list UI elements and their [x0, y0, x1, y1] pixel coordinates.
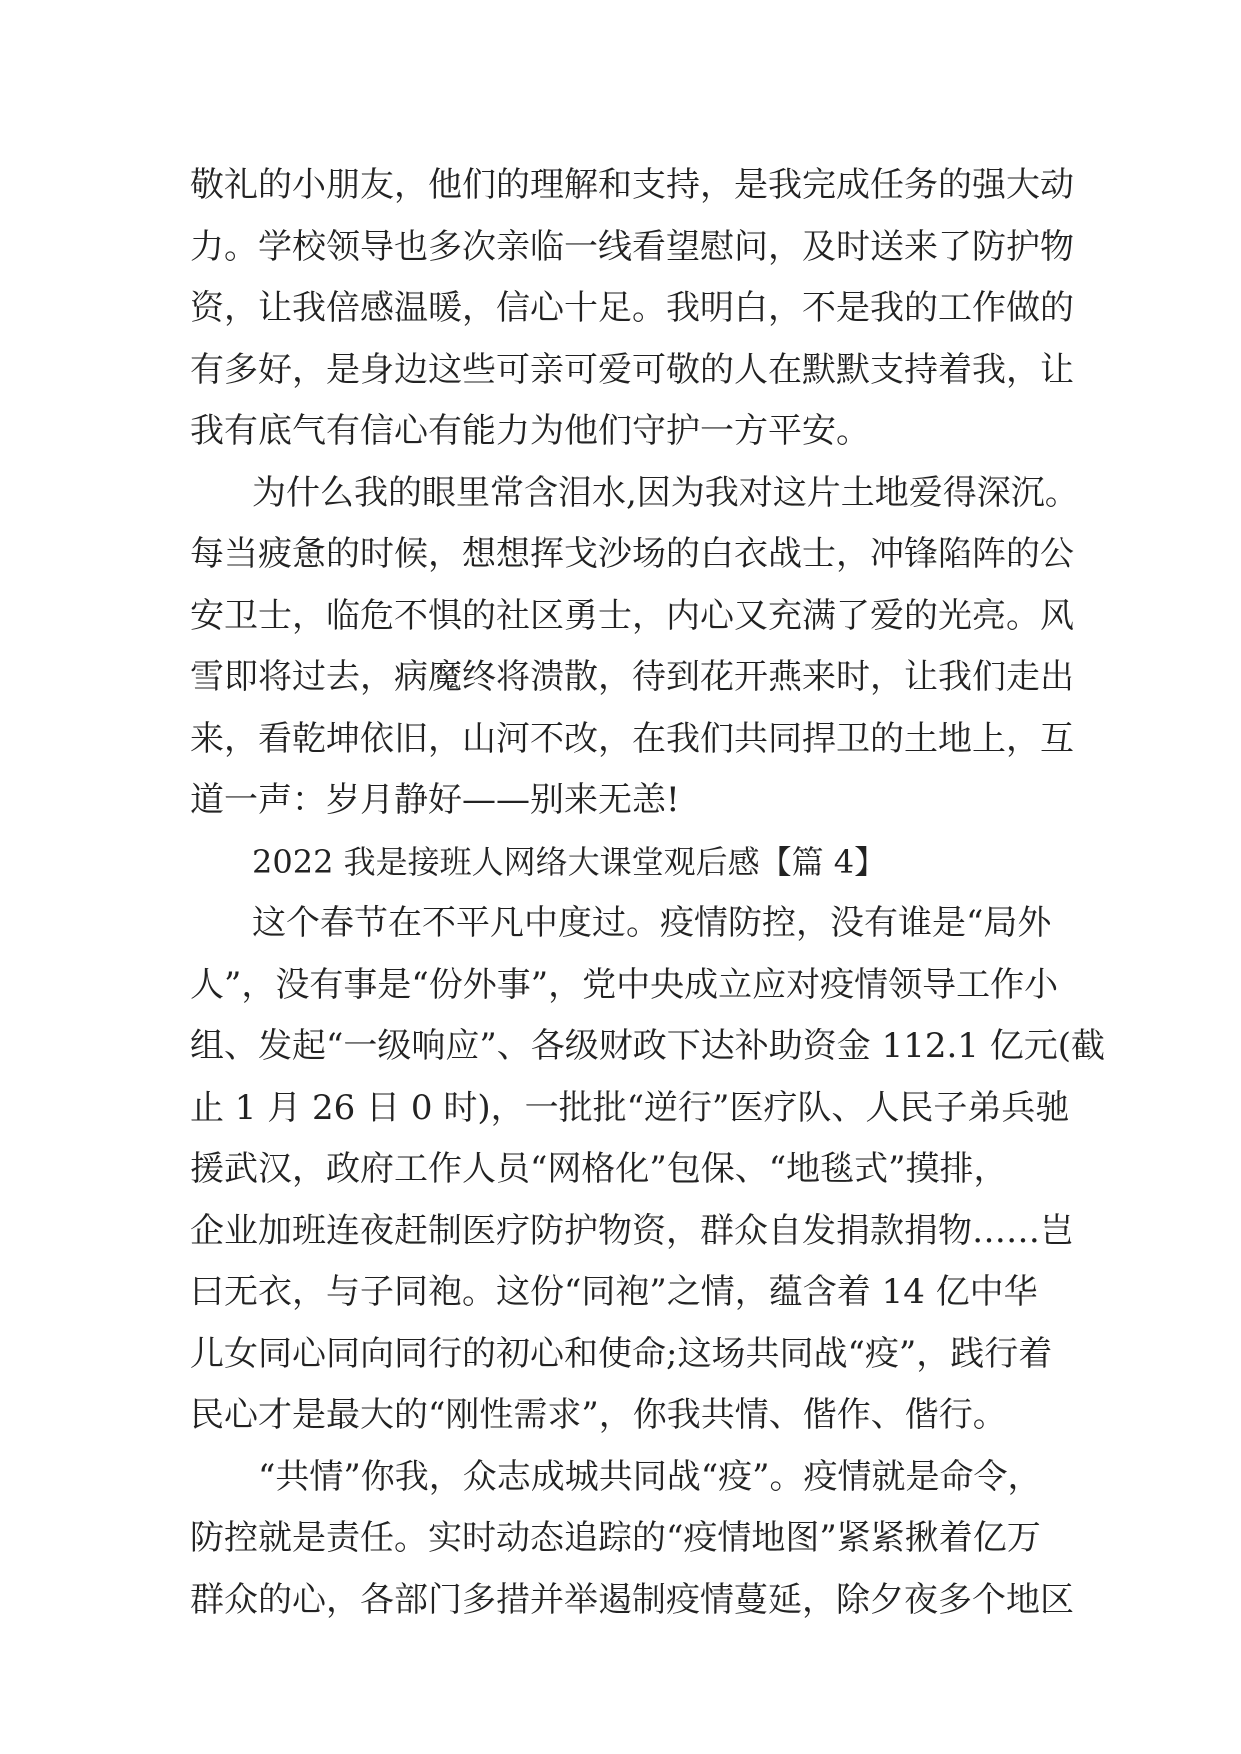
text-line: 人”，没有事是“份外事”，党中央成立应对疫情领导工作小	[190, 964, 1059, 1005]
text-line: 儿女同心同向同行的初心和使命;这场共同战“疫”，践行着	[190, 1333, 1053, 1374]
text-line: 我有底气有信心有能力为他们守护一方平安。	[190, 411, 870, 451]
paragraph-1	[190, 155, 1074, 463]
text-line: 民心才是最大的“刚性需求”，你我共情、偕作、偕行。	[190, 1395, 1007, 1435]
text-line: 力。学校领导也多次亲临一线看望慰问，及时送来了防护物	[190, 226, 1074, 267]
paragraph-2	[190, 463, 1079, 832]
text-line: 有多好，是身边这些可亲可爱可敬的人在默默支持着我，让	[190, 349, 1074, 390]
text-line: 每当疲惫的时候，想想挥戈沙场的白衣战士，冲锋陷阵的公	[190, 534, 1074, 574]
text-line: 组、发起“一级响应”、各级财政下达补助资金 112.1 亿元(截	[190, 1026, 1105, 1066]
text-line: 雪即将过去，病魔终将溃散，待到花开燕来时，让我们走出	[190, 657, 1074, 697]
paragraph-3	[190, 893, 1105, 1447]
paragraph-4	[190, 1447, 1074, 1632]
text-line: 援武汉，政府工作人员“网格化”包保、“地毯式”摸排，	[190, 1149, 1008, 1189]
text-line: 来，看乾坤依旧，山河不改，在我们共同捍卫的土地上，互	[190, 718, 1074, 759]
text-line: 防控就是责任。实时动态追踪的“疫情地图”紧紧揪着亿万	[190, 1518, 1041, 1558]
text-line: 敬礼的小朋友，他们的理解和支持，是我完成任务的强大动	[190, 165, 1074, 205]
section-heading	[190, 832, 1050, 894]
text-line: 安卫士，临危不惧的社区勇士，内心又充满了爱的光亮。风	[190, 595, 1074, 636]
text-line: 资，让我倍感温暖，信心十足。我明白，不是我的工作做的	[190, 288, 1074, 328]
text-line: 曰无衣，与子同袍。这份“同袍”之情，蕴含着 14 亿中华	[190, 1272, 1038, 1312]
text-line: 止 1 月 26 日 0 时)，一批批“逆行”医疗队、人民子弟兵驰	[190, 1087, 1070, 1128]
heading-text: 2022 我是接班人网络大课堂观后感【篇 4】	[252, 842, 887, 881]
text-line: 这个春节在不平凡中度过。疫情防控，没有谁是“局外	[252, 903, 1052, 943]
document-body	[190, 155, 1105, 1631]
text-line: 群众的心，各部门多措并举遏制疫情蔓延，除夕夜多个地区	[190, 1579, 1074, 1620]
text-line: 道一声：岁月静好——别来无恙!	[190, 780, 680, 820]
text-line: “共情”你我，众志成城共同战“疫”。疫情就是命令，	[258, 1456, 1042, 1497]
text-line: 企业加班连夜赶制医疗防护物资，群众自发捐款捐物……岂	[190, 1210, 1074, 1251]
text-line: 为什么我的眼里常含泪水,因为我对这片土地爱得深沉。	[252, 472, 1079, 513]
